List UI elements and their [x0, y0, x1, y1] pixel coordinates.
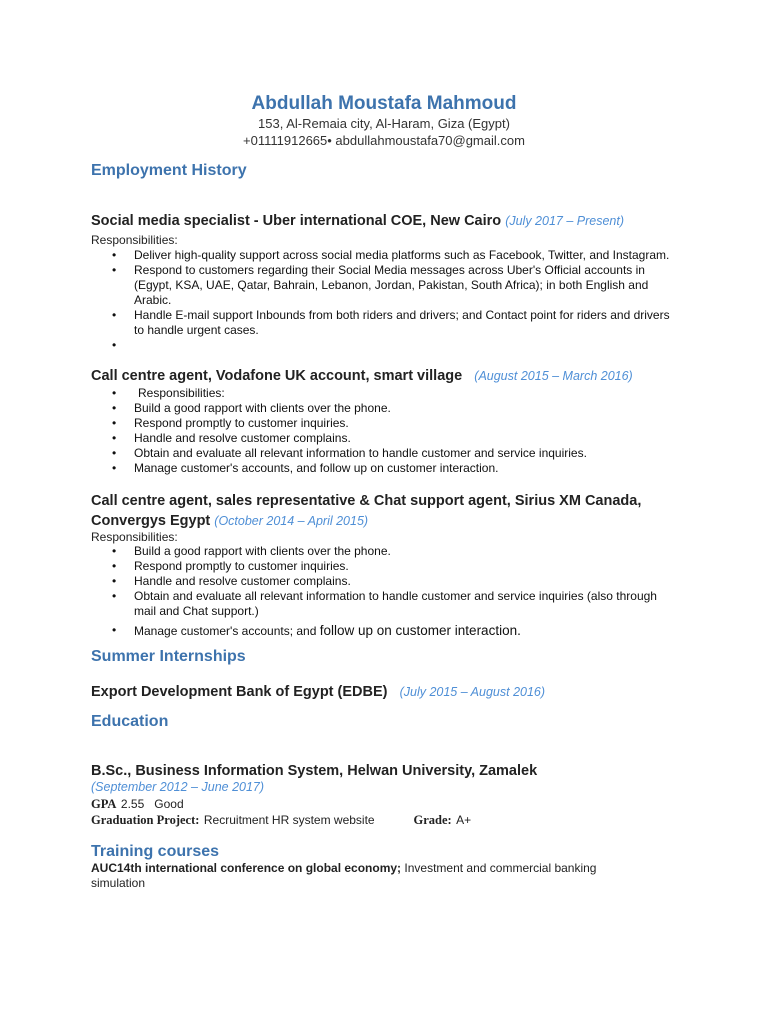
candidate-name: Abdullah Moustafa Mahmoud [251, 93, 517, 114]
project-label: Graduation Project: [91, 813, 200, 827]
job-title-text: Call centre agent, sales representative & Chat support agent, Sirius XM Canada, [91, 493, 642, 509]
gpa-line [91, 796, 184, 812]
grade-value: A+ [456, 813, 472, 827]
responsibilities-label: Responsibilities: [91, 530, 178, 544]
list-item: • Obtain and evaluate all relevant information to handle customer and service inquiries. [91, 446, 681, 461]
list-item: • Respond to customers regarding their Social Media messages across Uber's Official accounts in (Egypt, KSA, UAE, Qatar, Bahrain, Lebanon, Jordan, Pakistan, South Africa); in both English and Arabic. [91, 263, 681, 308]
job-title-text: Call centre agent, Vodafone UK account, smart village [91, 368, 463, 384]
list-item: • Respond promptly to customer inquiries. [91, 559, 681, 574]
job-date: (July 2017 – Present) [505, 214, 624, 228]
list-item: • Build a good rapport with clients over the phone. [91, 401, 681, 416]
education-degree: B.Sc., Business Information System, Helwan University, Zamalek [91, 763, 538, 779]
list-item: • Build a good rapport with clients over the phone. [91, 544, 681, 559]
job-title-text: Social media specialist - Uber international COE, New Cairo [91, 213, 502, 229]
section-title-internships: Summer Internships [91, 648, 246, 665]
list-item [91, 386, 681, 401]
internship-date: (July 2015 – August 2016) [399, 685, 546, 699]
grade-label: Grade: [413, 813, 452, 827]
education-date: (September 2012 – June 2017) [91, 780, 265, 794]
section-title-education: Education [91, 713, 169, 730]
bullet-text: follow up on customer interaction. [319, 623, 521, 638]
job-bullets-uber [91, 248, 681, 353]
gpa-label: GPA [91, 797, 117, 811]
job-bullets-vodafone [91, 386, 681, 476]
job-bullets-sirius [91, 544, 681, 640]
gpa-value: 2.55 Good [120, 797, 184, 811]
project-value: Recruitment HR system website [203, 813, 375, 827]
list-item: • Handle and resolve customer complains. [91, 574, 681, 589]
job-title-text: Convergys Egypt [91, 513, 211, 529]
responsibilities-label: Responsibilities: [91, 233, 178, 247]
internship-entry [91, 683, 691, 702]
job-date: (August 2015 – March 2016) [474, 369, 633, 383]
section-title-training: Training courses [91, 843, 220, 860]
list-item: • Respond promptly to customer inquiries. [91, 416, 681, 431]
bullet-text: Manage customer's accounts; and [134, 624, 320, 638]
training-course [91, 861, 651, 891]
internship-org: Export Development Bank of Egypt (EDBE) [91, 684, 388, 700]
list-item: • Handle E-mail support Inbounds from both riders and drivers; and Contact point for riders and drivers to handle urgent cases. [91, 308, 681, 338]
address-line: 153, Al-Remaia city, Al-Haram, Giza (Egypt) [258, 116, 510, 131]
list-item: • Deliver high-quality support across social media platforms such as Facebook, Twitter, and Instagram. [91, 248, 681, 263]
course-detail: Investment and commercial banking simulation [91, 861, 597, 890]
responsibilities-label: Responsibilities: [138, 386, 225, 400]
list-item: • Obtain and evaluate all relevant information to handle customer and service inquiries (also through mail and Chat support.) [91, 589, 681, 619]
list-item [91, 338, 681, 353]
course-name: AUC14th international conference on global economy; [91, 861, 402, 875]
contact-line: +01111912665• abdullahmoustafa70@gmail.com [243, 133, 525, 148]
job-title-vodafone [91, 367, 691, 386]
project-line [91, 812, 691, 828]
list-item [91, 622, 681, 640]
list-item: • Manage customer's accounts, and follow up on customer interaction. [91, 461, 681, 476]
job-title-sirius [91, 491, 691, 531]
list-item: • Handle and resolve customer complains. [91, 431, 681, 446]
job-date: (October 2014 – April 2015) [214, 514, 369, 528]
section-title-employment: Employment History [91, 162, 247, 179]
job-title-uber [91, 212, 691, 231]
resume-header [0, 93, 768, 149]
